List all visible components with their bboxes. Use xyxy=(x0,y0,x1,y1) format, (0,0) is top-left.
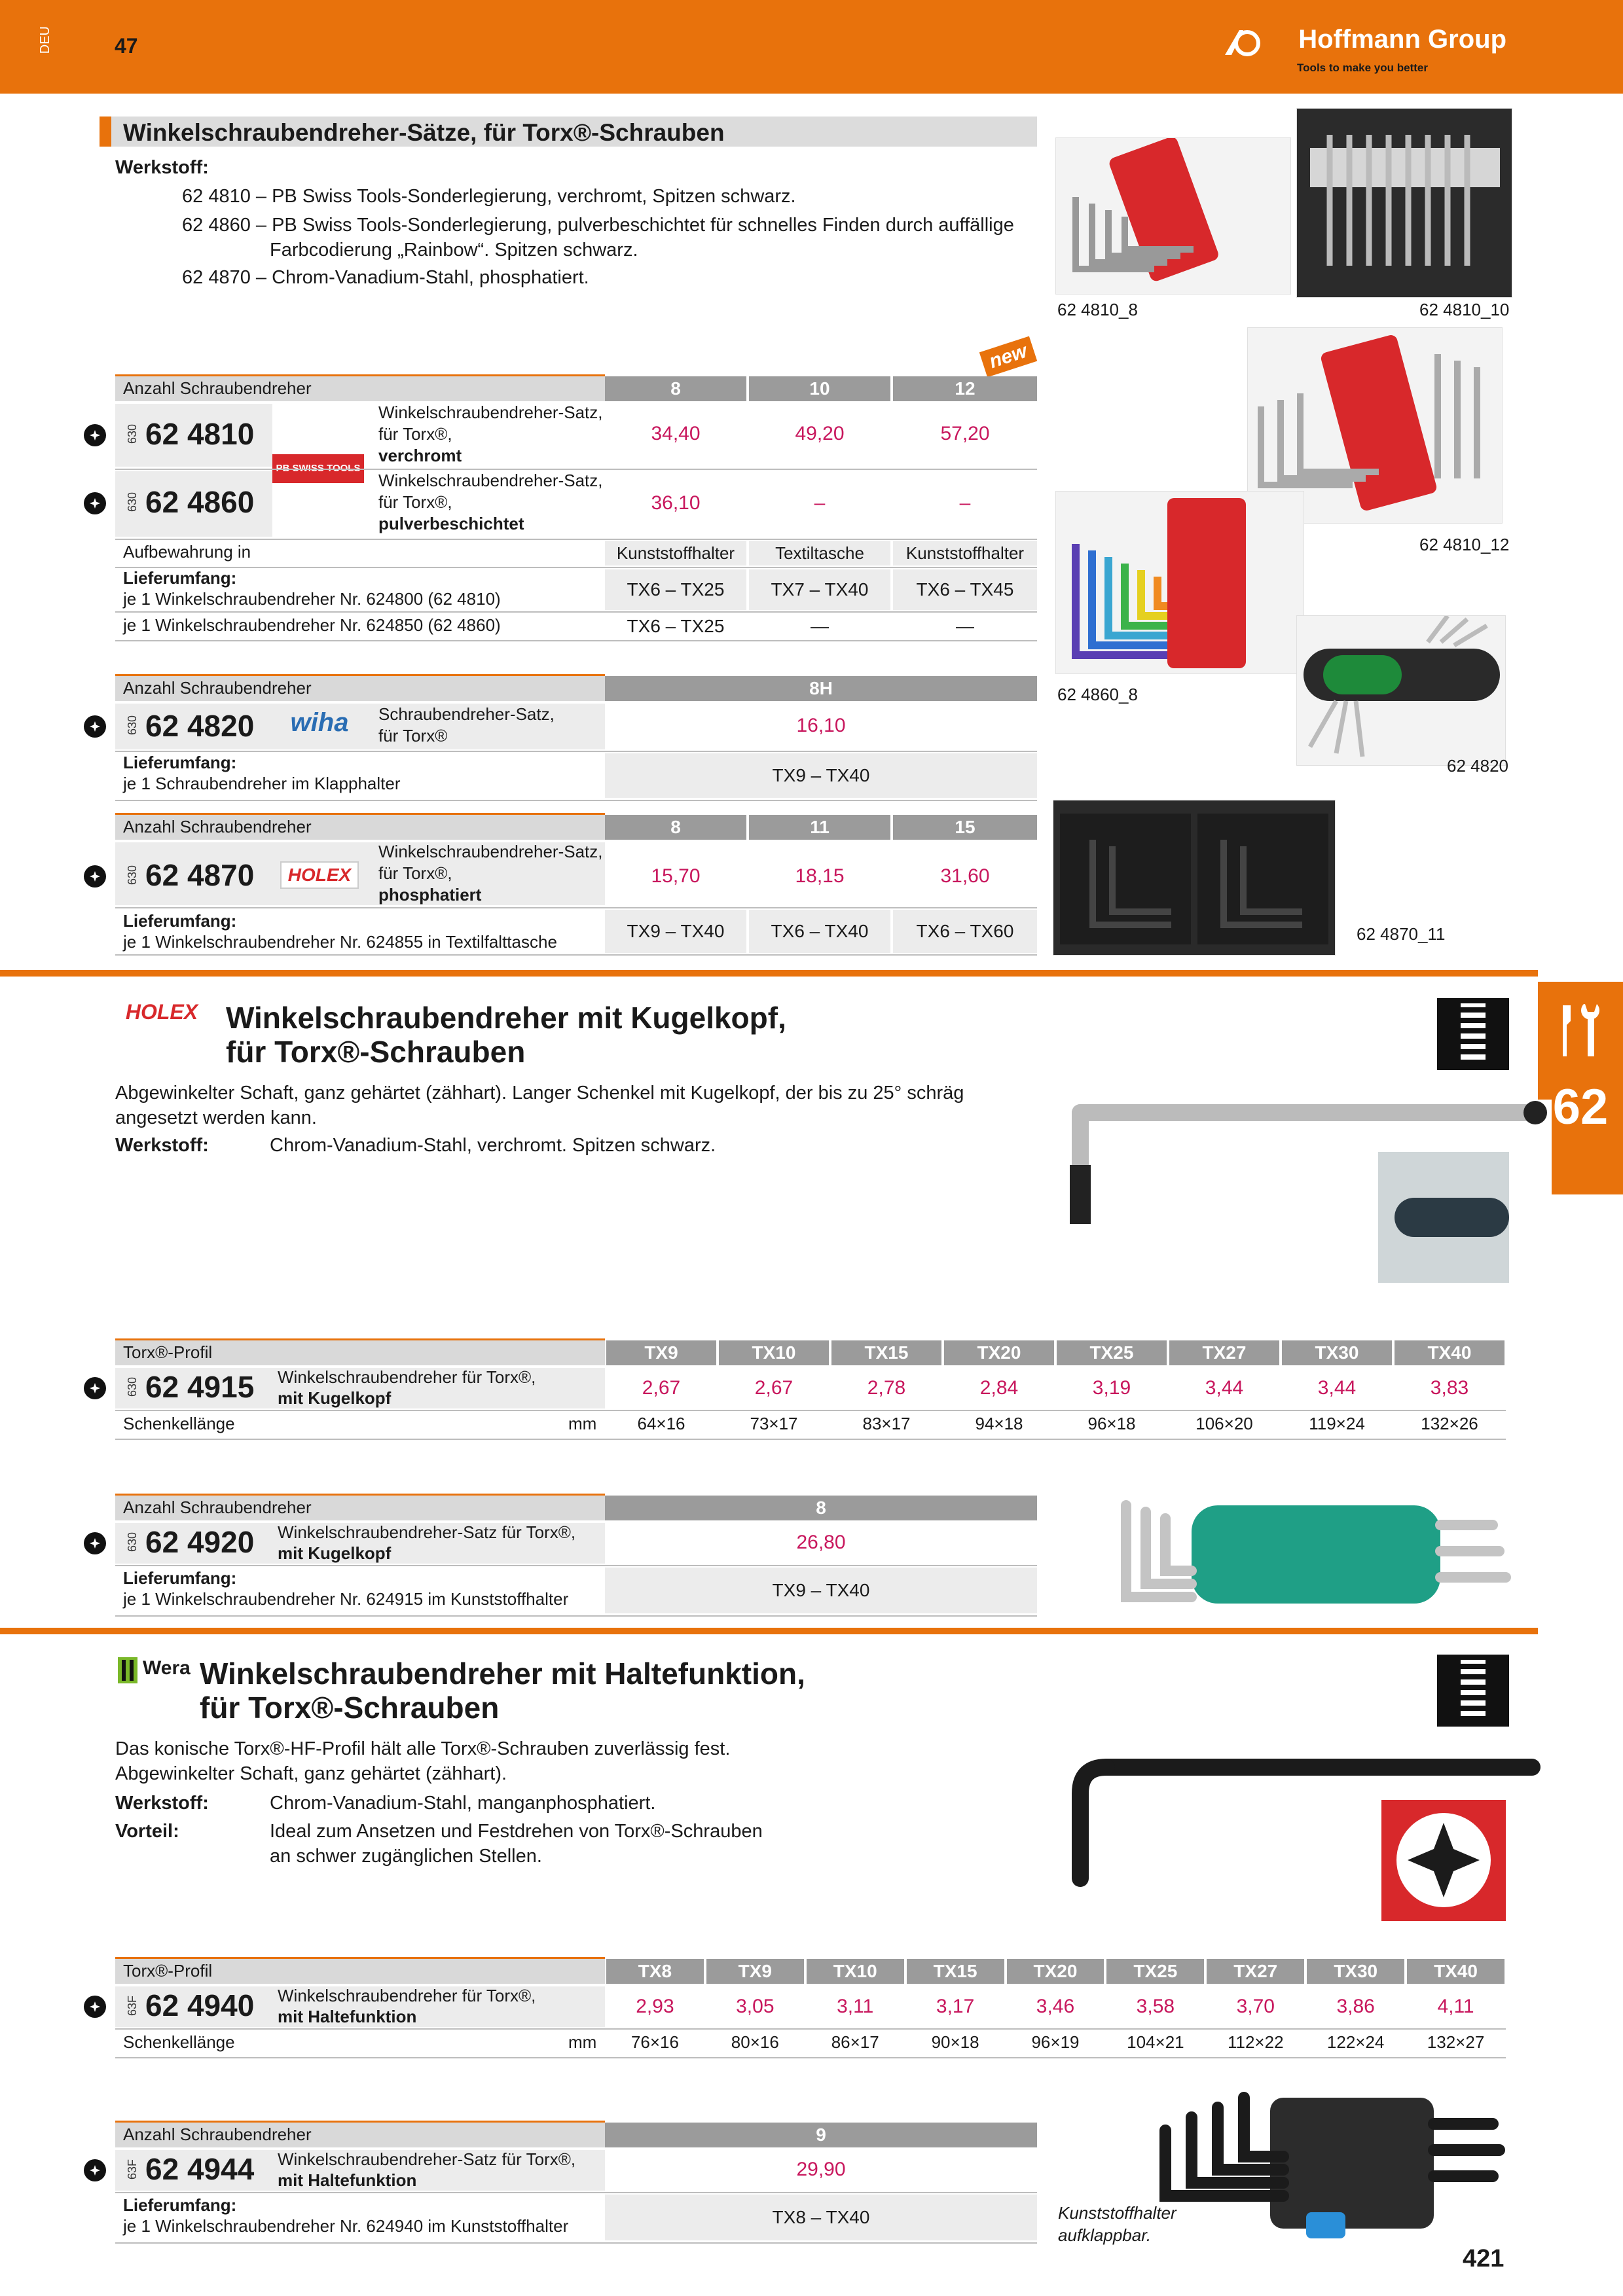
supply-label: Lieferumfang: xyxy=(123,568,237,588)
product-image-624820 xyxy=(1296,615,1506,766)
section-text: Abgewinkelter Schaft, ganz gehärtet (zähhart). Langer Schenkel mit Kugelkopf, der bis zu 25° schräg xyxy=(115,1083,964,1103)
length-value: 90×18 xyxy=(931,2032,979,2052)
length-value: 80×16 xyxy=(731,2032,779,2052)
article-number[interactable]: 62 4940 xyxy=(145,1988,255,2022)
material-label: Werkstoff: xyxy=(115,1793,209,1814)
page-number: 421 xyxy=(1463,2245,1504,2272)
brand-name: Hoffmann Group xyxy=(1298,25,1506,54)
section-divider xyxy=(0,1628,1538,1634)
section-title: Winkelschraubendreher mit Kugelkopf, xyxy=(226,1001,786,1035)
supply-value: TX6 – TX45 xyxy=(893,569,1037,610)
article-number[interactable]: 62 4920 xyxy=(145,1525,255,1559)
column-header: TX8 xyxy=(606,1959,704,1984)
variant-code: 630 xyxy=(126,492,139,512)
storage-value: Textiltasche xyxy=(749,541,890,565)
price: 15,70 xyxy=(651,865,701,887)
material-label: Werkstoff: xyxy=(115,157,209,178)
column-header: 15 xyxy=(893,815,1037,840)
brand-tagline: Tools to make you better xyxy=(1297,62,1428,74)
new-badge: new xyxy=(979,336,1037,378)
variant-code: 630 xyxy=(126,1532,139,1552)
product-description: mit Haltefunktion xyxy=(278,2007,417,2026)
torx-symbol-icon xyxy=(84,2159,106,2181)
length-value: 132×26 xyxy=(1421,1414,1478,1433)
variant-code: 630 xyxy=(126,865,139,886)
column-header: TX9 xyxy=(606,1340,716,1365)
supply-label: Lieferumfang: xyxy=(123,911,237,931)
qr-code[interactable] xyxy=(1437,998,1509,1070)
table-head-label: Anzahl Schraubendreher xyxy=(123,378,312,398)
advantage-label: Vorteil: xyxy=(115,1821,179,1842)
torx-symbol-icon xyxy=(84,1996,106,2018)
price: 3,83 xyxy=(1430,1377,1469,1399)
section-title: für Torx®-Schrauben xyxy=(226,1035,526,1069)
storage-value: Kunststoffhalter xyxy=(605,541,746,565)
price: 3,05 xyxy=(736,1996,775,2017)
table-head-label: Anzahl Schraubendreher xyxy=(123,2125,312,2144)
article-number[interactable]: 62 4870 xyxy=(145,858,255,892)
variant-code: 630 xyxy=(126,715,139,736)
price: 26,80 xyxy=(796,1532,846,1553)
section-title: Winkelschraubendreher mit Haltefunktion, xyxy=(200,1657,805,1691)
price: 2,84 xyxy=(979,1377,1019,1399)
length-value: 83×17 xyxy=(862,1414,911,1433)
price: 2,78 xyxy=(867,1377,906,1399)
price: 3,46 xyxy=(1036,1996,1075,2017)
supply-value: — xyxy=(956,616,974,636)
product-description: phosphatiert xyxy=(378,885,482,905)
column-header: TX40 xyxy=(1407,1959,1504,1984)
material-text: Chrom-Vanadium-Stahl, manganphosphatiert. xyxy=(270,1793,656,1814)
product-description: für Torx®, xyxy=(378,863,452,883)
product-description: Winkelschraubendreher-Satz für Torx®, xyxy=(278,1522,576,1542)
storage-value: Kunststoffhalter xyxy=(893,541,1037,565)
price: – xyxy=(814,492,826,514)
length-value: 64×16 xyxy=(637,1414,685,1433)
column-header: TX15 xyxy=(907,1959,1004,1984)
supply-value: TX6 – TX60 xyxy=(893,910,1037,953)
length-value: 96×18 xyxy=(1087,1414,1136,1433)
price: 57,20 xyxy=(940,423,990,444)
torx-symbol-icon xyxy=(84,715,106,738)
product-description: verchromt xyxy=(378,446,462,465)
length-value: 112×22 xyxy=(1227,2032,1284,2052)
price: 3,19 xyxy=(1092,1377,1131,1399)
supply-text: je 1 Schraubendreher im Klapphalter xyxy=(123,774,401,793)
price: 2,67 xyxy=(642,1377,681,1399)
column-header: TX9 xyxy=(706,1959,804,1984)
length-label: Schenkellänge xyxy=(123,1414,235,1433)
product-description: Schraubendreher-Satz, xyxy=(378,704,555,724)
column-header: TX10 xyxy=(719,1340,829,1365)
length-value: 132×27 xyxy=(1427,2032,1485,2052)
supply-text: je 1 Winkelschraubendreher Nr. 624850 (62 4860) xyxy=(123,615,501,635)
supply-value: TX6 – TX40 xyxy=(749,910,890,953)
image-caption: 62 4860_8 xyxy=(1057,685,1138,704)
column-header: TX20 xyxy=(1007,1959,1104,1984)
price: 3,11 xyxy=(837,1996,874,2017)
column-header: 10 xyxy=(749,376,890,401)
image-caption: aufklappbar. xyxy=(1058,2225,1152,2245)
wiha-logo: wiha xyxy=(290,708,349,737)
section-text: angesetzt werden kann. xyxy=(115,1107,317,1128)
article-number[interactable]: 62 4944 xyxy=(145,2152,255,2186)
supply-text: je 1 Winkelschraubendreher Nr. 624855 in Textilfalttasche xyxy=(123,932,557,952)
article-number[interactable]: 62 4820 xyxy=(145,709,255,743)
product-image-624944 xyxy=(1152,2072,1506,2245)
column-header: TX10 xyxy=(807,1959,904,1984)
product-image-624915 xyxy=(1054,1100,1552,1283)
section-divider xyxy=(0,970,1538,977)
image-caption: 62 4810_12 xyxy=(1419,535,1510,554)
supply-label: Lieferumfang: xyxy=(123,753,237,772)
column-header: TX40 xyxy=(1395,1340,1504,1365)
supply-text: je 1 Winkelschraubendreher Nr. 624915 im Kunststoffhalter xyxy=(123,1589,569,1609)
product-description: mit Haltefunktion xyxy=(278,2170,417,2190)
product-image-624810-8 xyxy=(1055,137,1291,295)
material-line: 62 4870 – Chrom-Vanadium-Stahl, phosphatiert. xyxy=(182,267,589,288)
product-image-624920 xyxy=(1106,1479,1512,1630)
article-number[interactable]: 62 4860 xyxy=(145,485,255,519)
supply-value: TX7 – TX40 xyxy=(749,569,890,610)
length-value: 94×18 xyxy=(975,1414,1023,1433)
column-header: TX30 xyxy=(1282,1340,1392,1365)
price: 3,17 xyxy=(936,1996,975,2017)
supply-value: TX9 – TX40 xyxy=(605,1568,1037,1613)
price: 34,40 xyxy=(651,423,701,444)
advantage-text: Ideal zum Ansetzen und Festdrehen von Torx®-Schrauben xyxy=(270,1821,763,1842)
advantage-text: an schwer zugänglichen Stellen. xyxy=(270,1846,542,1867)
catalog-page-number: 47 xyxy=(115,34,138,58)
price: 3,44 xyxy=(1205,1377,1244,1399)
section-header-1 xyxy=(100,117,1037,147)
length-value: 73×17 xyxy=(750,1414,798,1433)
product-image-624940 xyxy=(1054,1748,1552,1924)
article-number[interactable]: 62 4915 xyxy=(145,1370,255,1404)
length-value: 119×24 xyxy=(1309,1414,1365,1433)
length-unit: mm xyxy=(568,2032,597,2052)
section-title: Winkelschraubendreher-Sätze, für Torx®-Schrauben xyxy=(123,119,725,146)
wera-logo-icon xyxy=(117,1656,139,1685)
supply-value: TX9 – TX40 xyxy=(605,753,1037,798)
price: 3,86 xyxy=(1336,1996,1375,2017)
section-text: Abgewinkelter Schaft, ganz gehärtet (zähhart). xyxy=(115,1763,507,1784)
product-description: mit Kugelkopf xyxy=(278,1388,392,1408)
table-head-label: Anzahl Schraubendreher xyxy=(123,1498,312,1517)
price: 36,10 xyxy=(651,492,701,514)
column-header: 11 xyxy=(749,815,890,840)
supply-text: je 1 Winkelschraubendreher Nr. 624800 (62 4810) xyxy=(123,589,501,609)
supply-value: TX6 – TX25 xyxy=(605,569,746,610)
product-description: Winkelschraubendreher für Torx®, xyxy=(278,1367,536,1387)
hoffmann-logo xyxy=(1231,25,1506,77)
length-value: 122×24 xyxy=(1326,2032,1385,2052)
product-description: Winkelschraubendreher für Torx®, xyxy=(278,1986,536,2005)
length-value: 86×17 xyxy=(831,2032,879,2052)
price: 49,20 xyxy=(795,423,845,444)
table-head-label: Anzahl Schraubendreher xyxy=(123,678,312,698)
column-header: 8 xyxy=(605,376,746,401)
image-caption: 62 4810_10 xyxy=(1419,300,1510,319)
column-header: 8 xyxy=(605,815,746,840)
image-caption: 62 4820 xyxy=(1447,756,1508,776)
price: 3,58 xyxy=(1136,1996,1175,2017)
material-line: 62 4810 – PB Swiss Tools-Sonderlegierung, verchromt, Spitzen schwarz. xyxy=(182,186,796,207)
length-value: 76×16 xyxy=(630,2032,679,2052)
length-label: Schenkellänge xyxy=(123,2032,235,2052)
wrench-screwdriver-icon xyxy=(1558,1001,1603,1060)
column-header: TX20 xyxy=(944,1340,1054,1365)
qr-code[interactable] xyxy=(1437,1655,1509,1727)
price: 2,93 xyxy=(636,1996,674,2017)
supply-value: TX6 – TX25 xyxy=(627,616,725,636)
price: 18,15 xyxy=(795,865,845,887)
table-head-label: Torx®-Profil xyxy=(123,1342,213,1362)
product-description: für Torx®, xyxy=(378,492,452,512)
table-head-label: Torx®-Profil xyxy=(123,1961,213,1981)
column-header: TX30 xyxy=(1307,1959,1404,1984)
column-header: 9 xyxy=(605,2123,1037,2147)
column-header: 12 xyxy=(893,376,1037,401)
price: – xyxy=(959,492,971,514)
product-description: Winkelschraubendreher-Satz für Torx®, xyxy=(278,2149,576,2169)
supply-value: TX9 – TX40 xyxy=(605,910,746,953)
variant-code: 63F xyxy=(126,2159,139,2180)
column-header: TX27 xyxy=(1207,1959,1304,1984)
variant-code: 630 xyxy=(126,1377,139,1397)
product-description: mit Kugelkopf xyxy=(278,1543,392,1563)
supply-value: — xyxy=(811,616,829,636)
price: 3,44 xyxy=(1317,1377,1357,1399)
chapter-number: 62 xyxy=(1552,1079,1609,1135)
supply-text: je 1 Winkelschraubendreher Nr. 624940 im Kunststoffhalter xyxy=(123,2216,569,2236)
variant-code: 630 xyxy=(126,424,139,444)
language-code: DEU xyxy=(38,26,52,54)
image-caption: 62 4870_11 xyxy=(1357,924,1446,944)
column-header: TX25 xyxy=(1106,1959,1204,1984)
column-header: TX15 xyxy=(831,1340,941,1365)
product-description: Winkelschraubendreher-Satz, xyxy=(378,842,603,861)
holex-logo: HOLEX xyxy=(125,1000,198,1024)
length-value: 106×20 xyxy=(1195,1414,1253,1433)
length-value: 96×19 xyxy=(1031,2032,1080,2052)
torx-symbol-icon xyxy=(84,492,106,514)
torx-symbol-icon xyxy=(84,1532,106,1554)
supply-value: TX8 – TX40 xyxy=(605,2195,1037,2240)
table-head-label: Anzahl Schraubendreher xyxy=(123,817,312,836)
storage-label: Aufbewahrung in xyxy=(123,542,251,562)
hoffmann-logo-icon xyxy=(1225,27,1260,58)
material-line: 62 4860 – PB Swiss Tools-Sonderlegierung, pulverbeschichtet für schnelles Finden durch auffällige xyxy=(182,215,1014,236)
length-unit: mm xyxy=(568,1414,597,1433)
column-header: 8 xyxy=(605,1496,1037,1520)
supply-label: Lieferumfang: xyxy=(123,1568,237,1588)
product-image-624810-10 xyxy=(1296,108,1512,298)
wera-logo xyxy=(117,1656,195,1685)
product-description: für Torx® xyxy=(378,726,448,745)
product-image-624860-8 xyxy=(1055,491,1304,674)
wera-logo-text: Wera xyxy=(143,1657,191,1679)
price: 29,90 xyxy=(796,2159,846,2180)
section-title: für Torx®-Schrauben xyxy=(200,1691,500,1725)
product-description: für Torx®, xyxy=(378,424,452,444)
material-text: Chrom-Vanadium-Stahl, verchromt. Spitzen schwarz. xyxy=(270,1135,716,1156)
holex-logo: HOLEX xyxy=(280,861,359,889)
variant-code: 63F xyxy=(126,1996,139,2017)
product-description: Winkelschraubendreher-Satz, xyxy=(378,471,603,490)
price: 16,10 xyxy=(796,715,846,736)
torx-symbol-icon xyxy=(84,1377,106,1399)
product-description: Winkelschraubendreher-Satz, xyxy=(378,403,603,422)
torx-symbol-icon xyxy=(84,424,106,446)
price: 3,70 xyxy=(1236,1996,1275,2017)
column-header: 8H xyxy=(605,676,1037,701)
material-label: Werkstoff: xyxy=(115,1135,209,1156)
column-header: TX25 xyxy=(1057,1340,1167,1365)
column-header: TX27 xyxy=(1169,1340,1279,1365)
length-value: 104×21 xyxy=(1127,2032,1184,2052)
page-header xyxy=(0,0,1623,94)
price: 2,67 xyxy=(754,1377,793,1399)
image-caption: 62 4810_8 xyxy=(1057,300,1138,319)
article-number[interactable]: 62 4810 xyxy=(145,417,255,451)
price: 31,60 xyxy=(940,865,990,887)
image-caption: Kunststoffhalter xyxy=(1058,2203,1176,2223)
product-description: pulverbeschichtet xyxy=(378,514,524,533)
section-text: Das konische Torx®-HF-Profil hält alle Torx®-Schrauben zuverlässig fest. xyxy=(115,1738,731,1759)
product-image-624870-11 xyxy=(1053,800,1336,956)
supply-label: Lieferumfang: xyxy=(123,2195,237,2215)
material-line: Farbcodierung „Rainbow“. Spitzen schwarz. xyxy=(270,240,638,260)
price: 4,11 xyxy=(1437,1996,1474,2017)
torx-symbol-icon xyxy=(84,865,106,888)
